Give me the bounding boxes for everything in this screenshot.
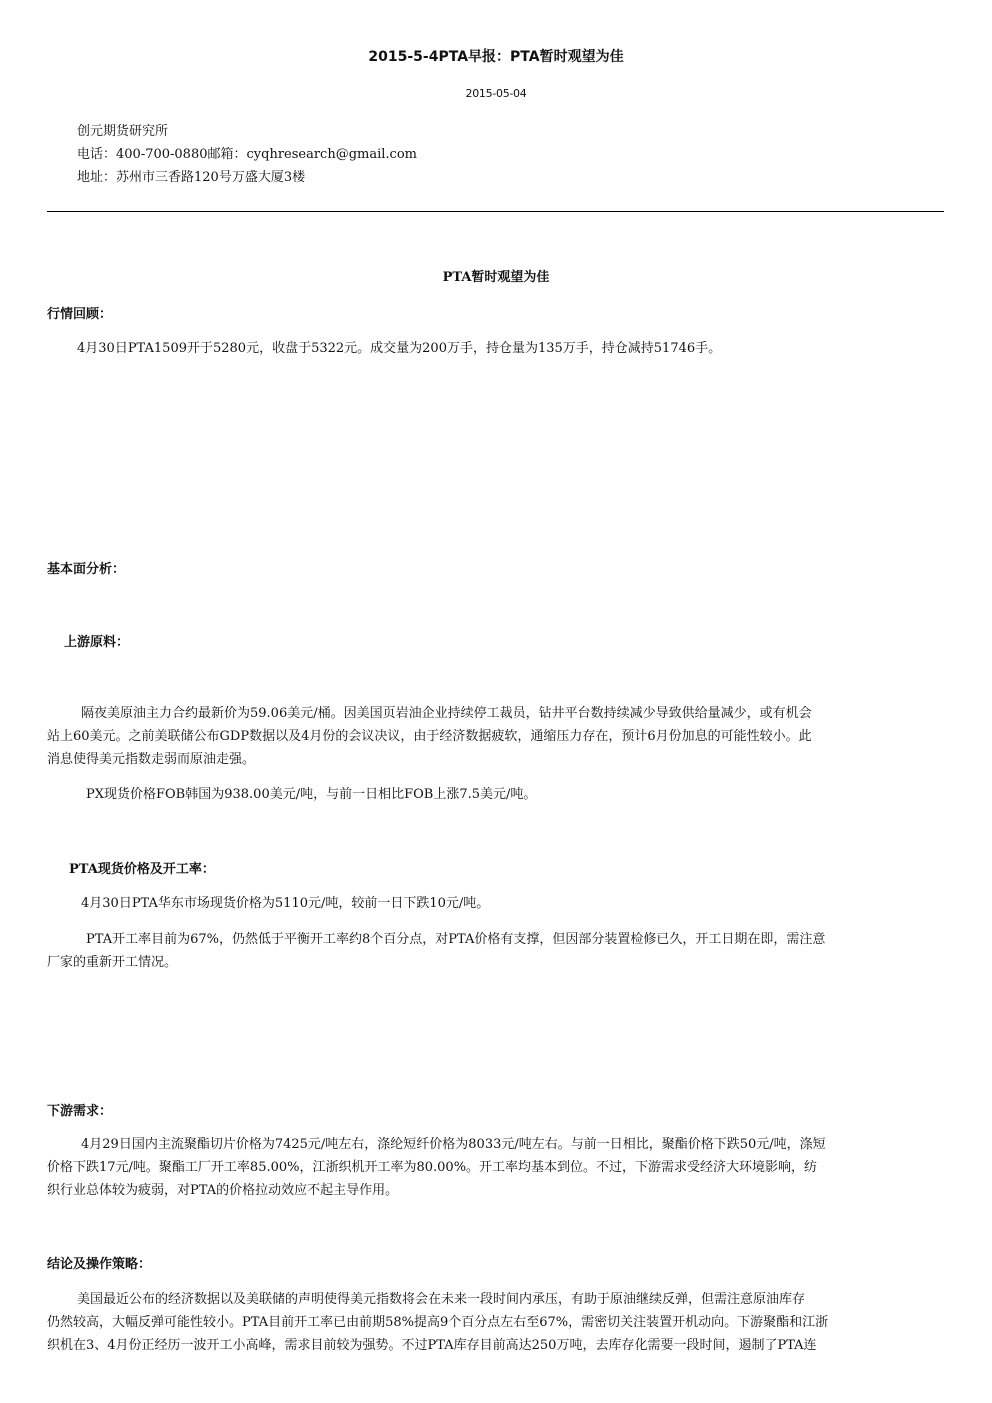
downstream-paragraph-line: 织行业总体较为疲弱，对PTA的价格拉动效应不起主导作用。: [47, 1183, 399, 1198]
contact-phone-email: 电话：400-700-0880邮箱：cyqhresearch@gmail.com: [77, 147, 417, 162]
article-subtitle: PTA暂时观望为佳: [442, 270, 550, 285]
contact-address: 地址：苏州市三香路120号万盛大厦3楼: [77, 170, 306, 185]
downstream-heading: 下游需求：: [47, 1104, 113, 1119]
downstream-paragraph-line: 4月29日国内主流聚酯切片价格为7425元/吨左右，涤纶短纤价格为8033元/吨左右。与前一日相比，聚酯价格下跌50元/吨，涤短: [81, 1137, 826, 1152]
conclusion-paragraph-line: 织机在3、4月份正经历一波开工小高峰，需求目前较为强势。不过PTA库存目前高达250万吨，去库存化需要一段时间，遏制了PTA连: [47, 1338, 817, 1353]
downstream-paragraph-line: 价格下跌17元/吨。聚酯工厂开工率85.00%，江浙织机开工率为80.00%。开工率均基本到位。不过，下游需求受经济大环境影响，纺: [47, 1160, 818, 1175]
header-divider: [47, 211, 944, 212]
document-date: 2015-05-04: [465, 87, 527, 100]
upstream-paragraph-line: 消息使得美元指数走弱而原油走强。: [47, 752, 256, 767]
spot-heading: PTA现货价格及开工率：: [69, 862, 215, 877]
px-price-paragraph: PX现货价格FOB韩国为938.00美元/吨，与前一日相比FOB上涨7.5美元/吨。: [86, 787, 537, 802]
upstream-heading: 上游原料：: [64, 635, 130, 650]
operating-rate-paragraph-line: 厂家的重新开工情况。: [47, 955, 178, 970]
upstream-paragraph-line: 隔夜美原油主力合约最新价为59.06美元/桶。因美国页岩油企业持续停工裁员，钻井平台数持续减少导致供给量减少，或有机会: [81, 706, 812, 721]
upstream-paragraph-line: 站上60美元。之前美联储公布GDP数据以及4月份的会议决议，由于经济数据疲软，通缩压力存在，预计6月份加息的可能性较小。此: [47, 729, 812, 744]
document-title: 2015-5-4PTA早报：PTA暂时观望为佳: [368, 49, 624, 65]
market-review-paragraph: 4月30日PTA1509开于5280元，收盘于5322元。成交量为200万手，持仓量为135万手，持仓减持51746手。: [77, 341, 722, 356]
market-review-heading: 行情回顾：: [47, 307, 113, 322]
operating-rate-paragraph-line: PTA开工率目前为67%，仍然低于平衡开工率约8个百分点，对PTA价格有支撑，但因部分装置检修已久，开工日期在即，需注意: [86, 932, 826, 947]
conclusion-heading: 结论及操作策略：: [47, 1257, 152, 1272]
conclusion-paragraph-line: 美国最近公布的经济数据以及美联储的声明使得美元指数将会在未来一段时间内承压，有助于原油继续反弹，但需注意原油库存: [77, 1292, 806, 1307]
contact-org: 创元期货研究所: [77, 124, 169, 139]
fundamentals-heading: 基本面分析：: [47, 562, 126, 577]
conclusion-paragraph-line: 仍然较高，大幅反弹可能性较小。PTA目前开工率已由前期58%提高9个百分点左右至67%，需密切关注装置开机动向。下游聚酯和江浙: [47, 1315, 829, 1330]
spot-price-paragraph: 4月30日PTA华东市场现货价格为5110元/吨，较前一日下跌10元/吨。: [81, 896, 490, 911]
